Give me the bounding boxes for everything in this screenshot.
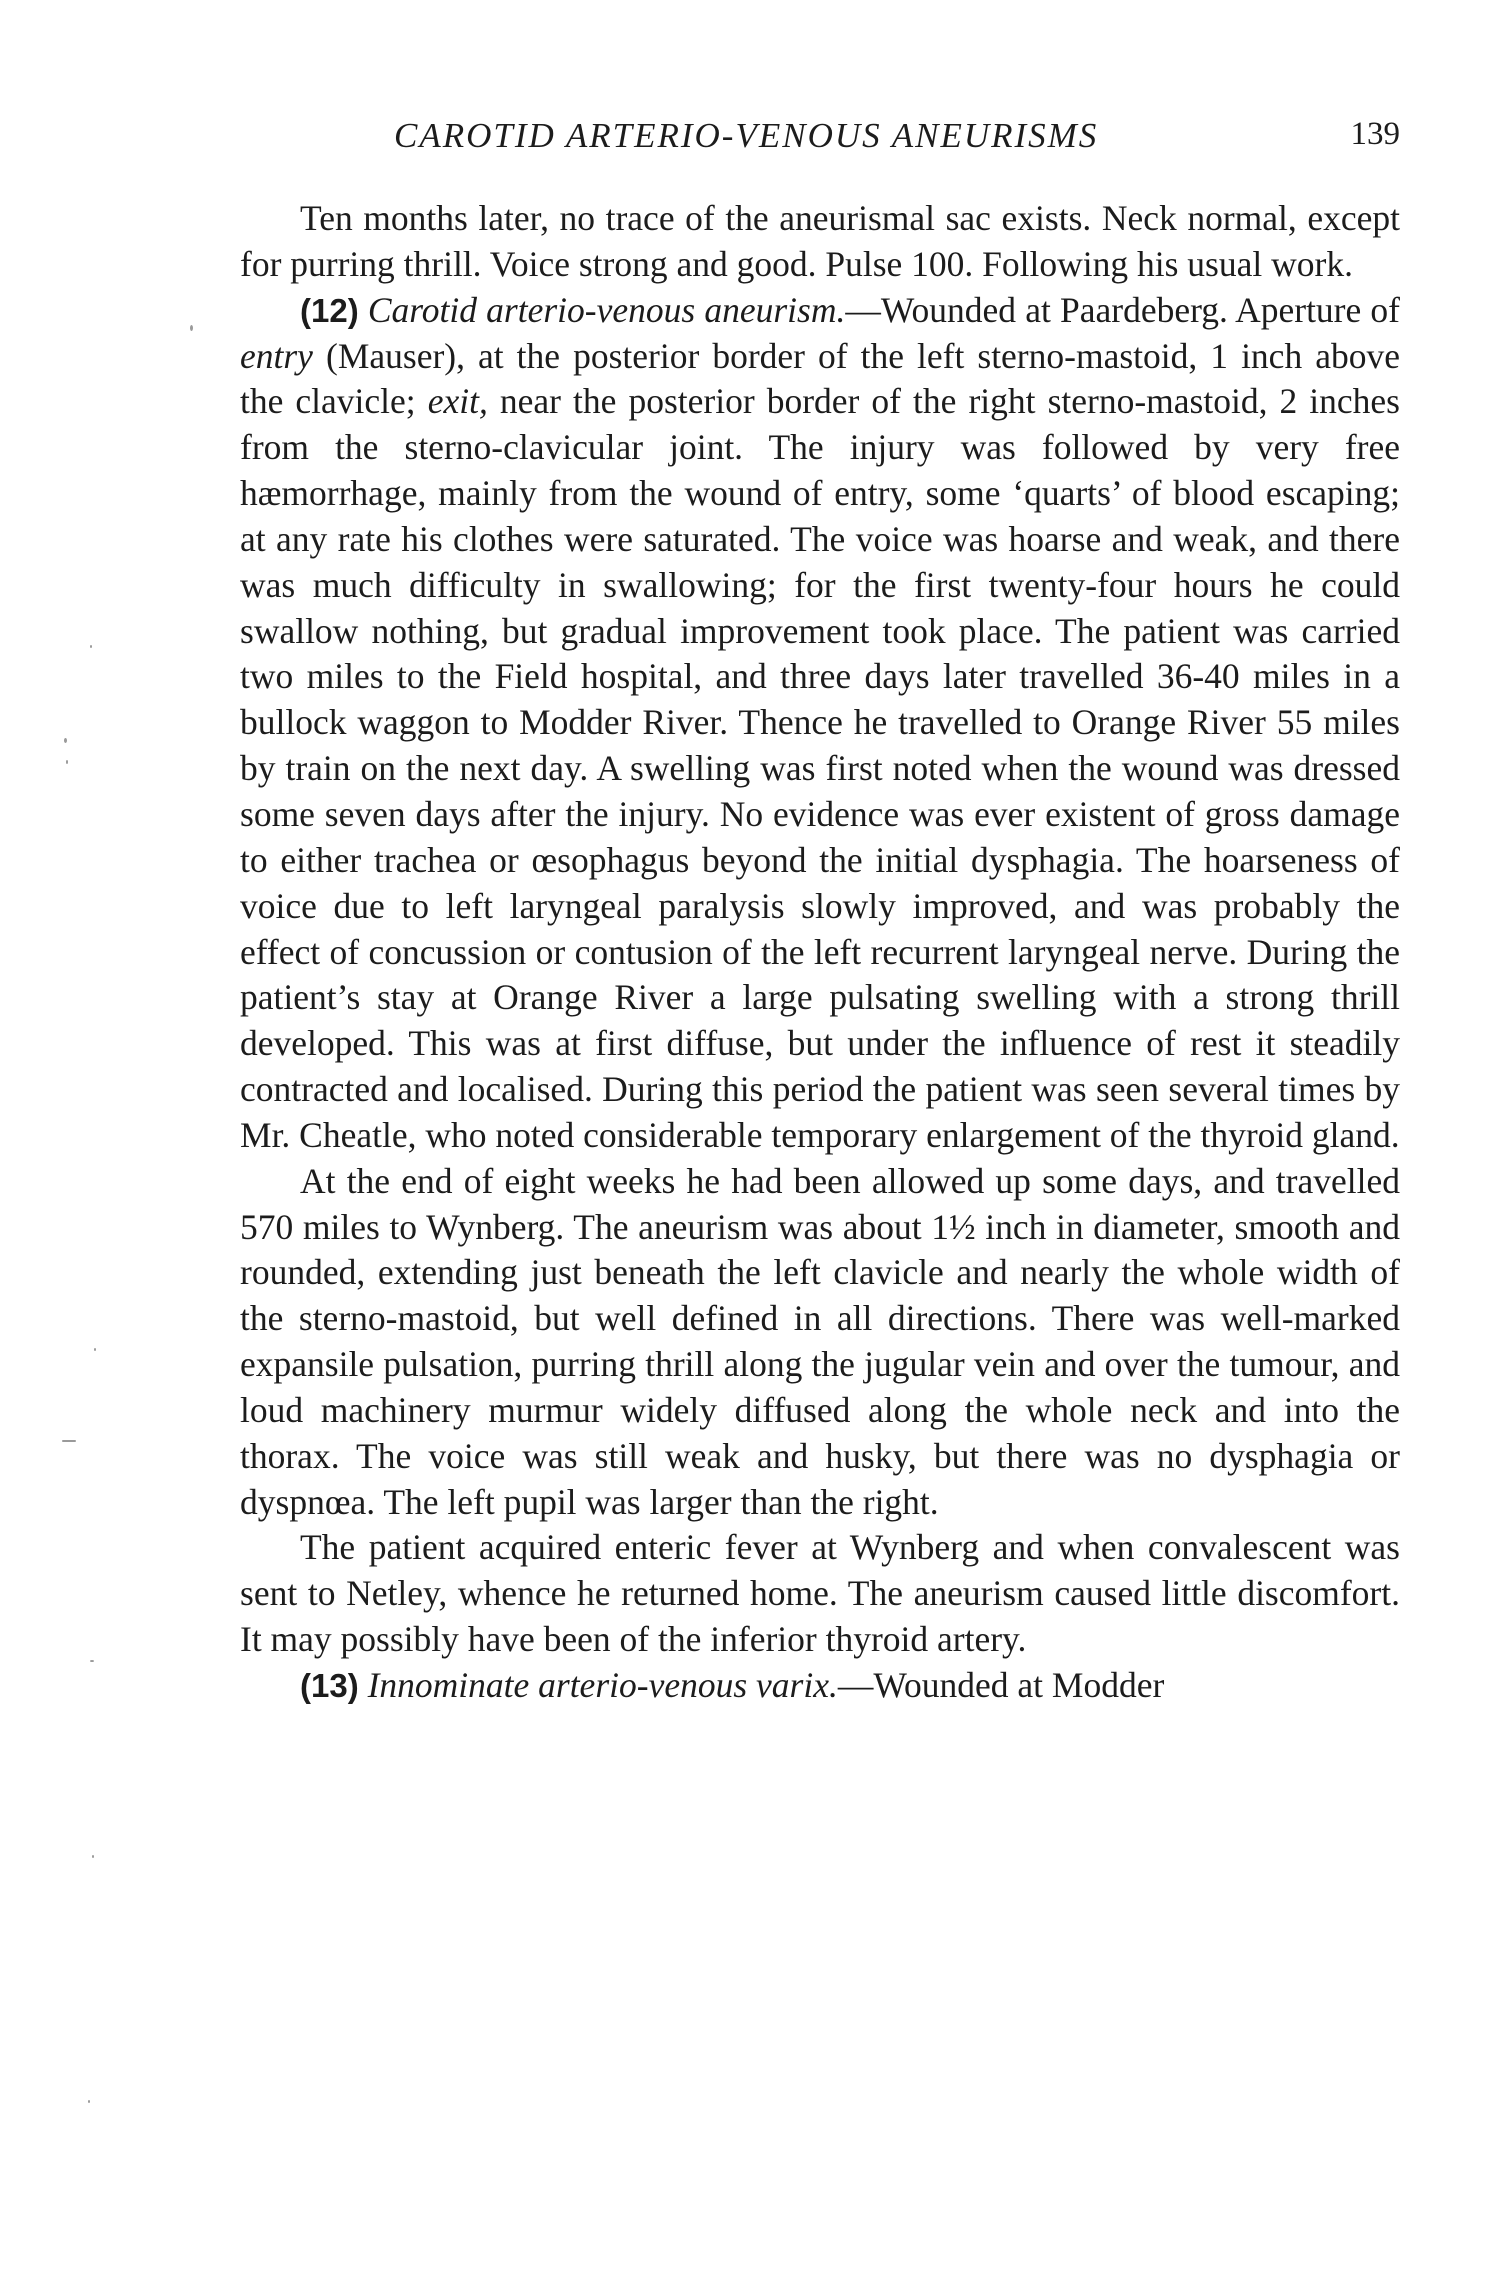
case-text-part-1: —Wounded at Modder	[837, 1665, 1165, 1705]
margin-speck	[190, 325, 193, 331]
margin-speck	[88, 2100, 90, 2103]
page-number: 139	[1350, 116, 1400, 152]
margin-speck	[64, 738, 67, 743]
paragraph-case-12	[240, 288, 1400, 1159]
paragraph-1: Ten months later, no trace of the aneurismal sac exists. Neck normal, except for purring thrill. Voice strong and good. Pulse 100. Following his usual work.	[240, 198, 1400, 284]
case-number: (13)	[300, 1667, 359, 1704]
case-text-part-1: —Wounded at Paardeberg. Aperture of	[845, 289, 1400, 330]
case-title: Carotid arterio-venous aneurism.	[367, 289, 846, 330]
entry-term: entry	[240, 335, 313, 376]
margin-speck	[90, 645, 92, 648]
case-text-part-2: (Mauser), at the posterior border of the left sterno-mastoid, 1 inch above the clavicle;	[240, 335, 1400, 422]
paragraph-case-13	[240, 1663, 1400, 1709]
margin-speck	[94, 1348, 96, 1351]
case-title: Innominate arterio-venous varix.	[367, 1665, 838, 1705]
body-text	[240, 196, 1400, 1709]
case-text-part-3: near the posterior border of the right sterno-mastoid, 2 inches from the sterno-clavicular joint. The injury was followed by very free hæmorrhage, mainly from the wound of entry, some ‘quarts’ of blood escaping; at any rate his clothes were saturated. The voice was hoarse and weak, and there was much difficulty in swallowing; for the first twenty-four hours he could swallow nothing, but gradual improvement took place. The patient was carried two miles to the Field hospital, and three days later travelled 36-40 miles in a bullock waggon to Modder River. Thence he travelled to Orange River 55 miles by train on the next day. A swelling was first noted when the wound was dressed some seven days after the injury. No evidence was ever existent of gross damage to either trachea or œsophagus beyond the initial dysphagia. The hoarseness of voice due to left laryngeal paralysis slowly improved, and was probably the effect of concussion or contusion of the left recurrent laryngeal nerve. During the patient’s stay at Orange River a large pulsating swelling with a strong thrill developed. This was at first diffuse, but under the influence of rest it steadily contracted and localised. During this period the patient was seen several times by Mr. Cheatle, who noted considerable temporary enlargement of the thyroid gland.	[240, 381, 1400, 1155]
running-title: CAROTID ARTERIO-VENOUS ANEURISMS	[394, 116, 1099, 155]
margin-speck	[66, 760, 68, 764]
paragraph-4: The patient acquired enteric fever at Wynberg and when convalescent was sent to Netley, whence he returned home. The aneurism caused little discomfort. It may possibly have been of the inferior thyroid artery.	[240, 1527, 1400, 1660]
paragraph-3: At the end of eight weeks he had been allowed up some days, and travelled 570 miles to Wynberg. The aneurism was about 1½ inch in diameter, smooth and rounded, extending just beneath the left clavicle and nearly the whole width of the sterno-mastoid, but well defined in all directions. There was well-marked expansile pulsation, purring thrill along the jugular vein and over the tumour, and loud machinery murmur widely diffused along the whole neck and into the thorax. The voice was still weak and husky, but there was no dysphagia or dyspnœa. The left pupil was larger than the right.	[240, 1160, 1400, 1522]
running-header	[240, 116, 1400, 166]
exit-term: exit,	[427, 381, 488, 422]
margin-speck	[90, 1660, 94, 1662]
margin-speck	[92, 1855, 94, 1858]
case-number: (12)	[300, 291, 359, 329]
margin-speck	[62, 1440, 76, 1442]
